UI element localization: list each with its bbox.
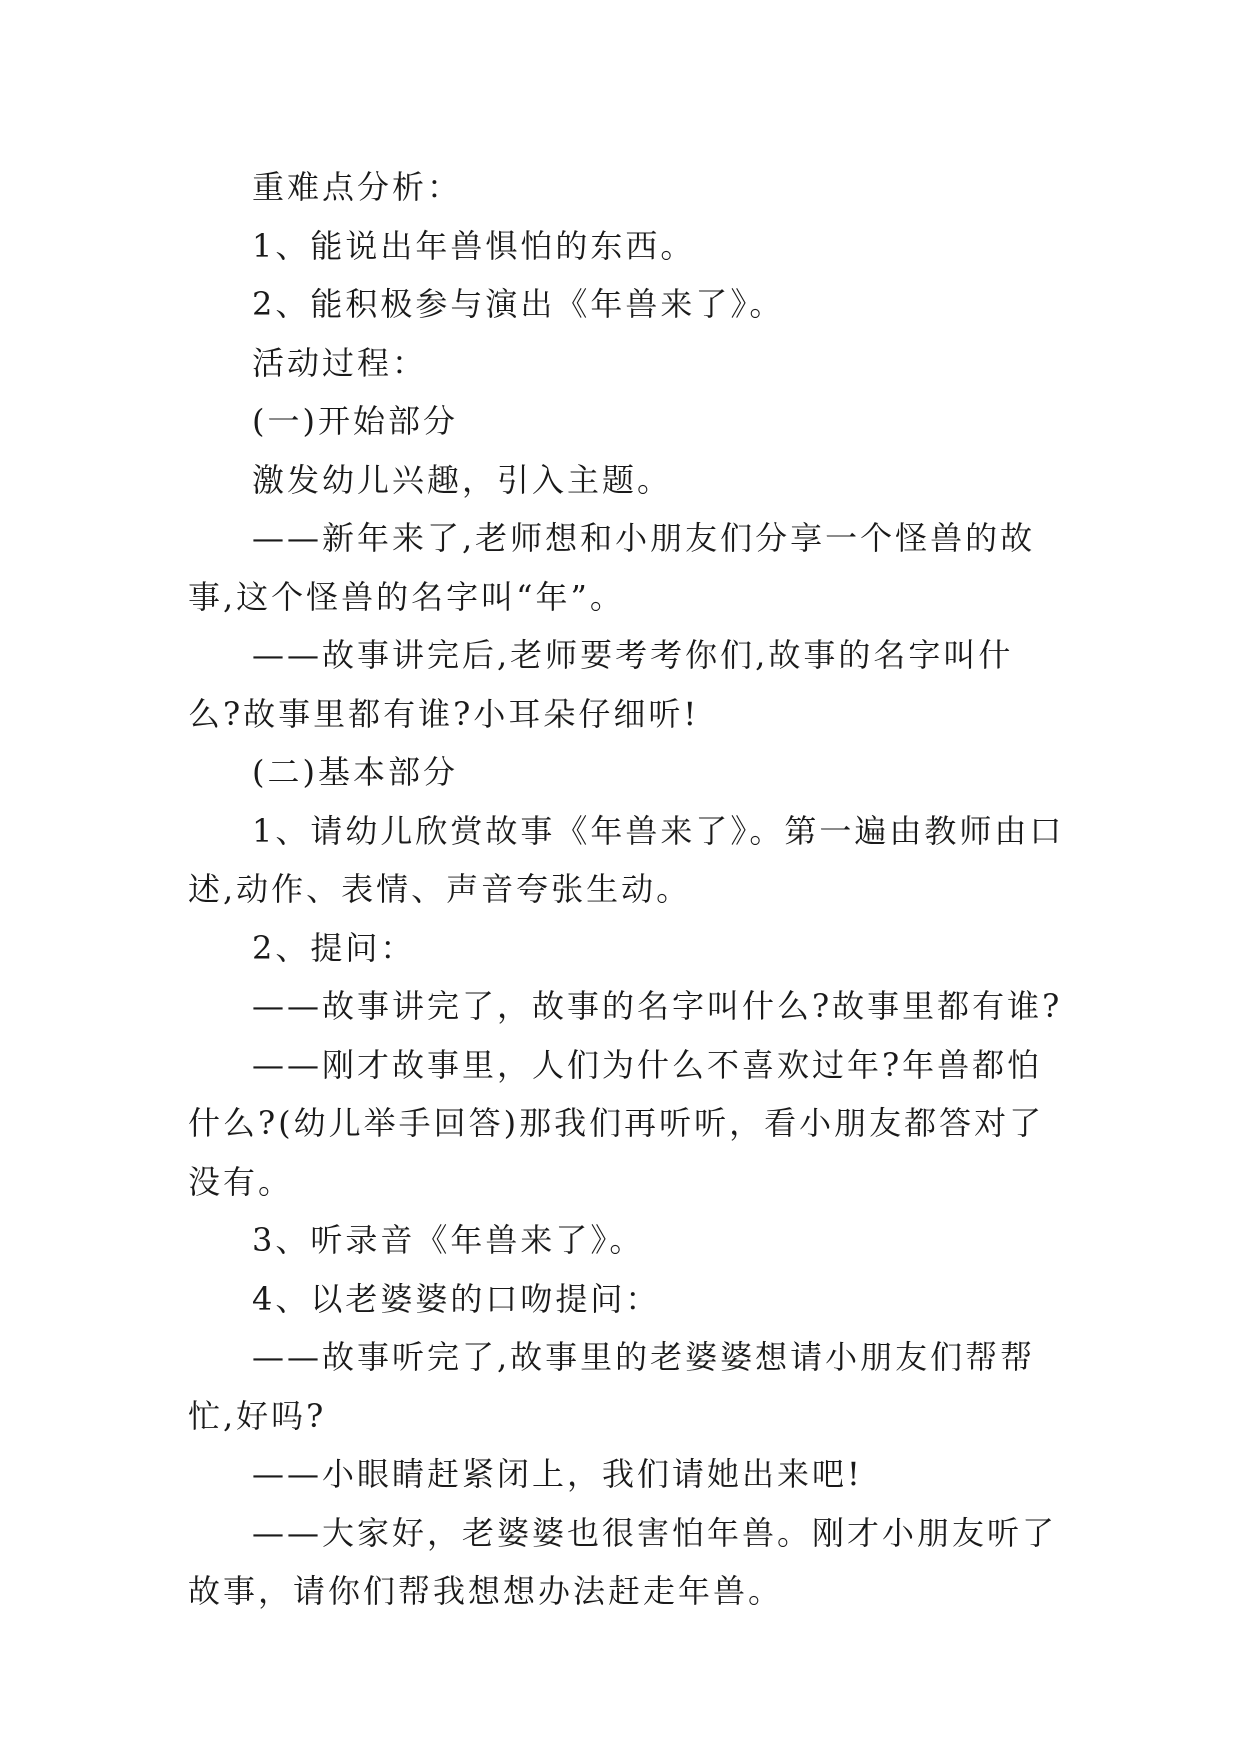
- dialogue-paragraph: ——故事讲完了，故事的名字叫什么?故事里都有谁?: [252, 987, 1063, 1025]
- dialogue-paragraph: ——故事听完了,故事里的老婆婆想请小朋友们帮帮忙,好吗?: [188, 1338, 1036, 1435]
- document-body: [188, 158, 1068, 1621]
- key-point-item: 1、能说出年兽惧怕的东西。: [252, 226, 696, 265]
- step-paragraph: 1、请幼儿欣赏故事《年兽来了》。第一遍由教师由口述,动作、表情、声音夸张生动。: [188, 811, 1065, 908]
- step-paragraph: 2、提问：: [252, 928, 416, 967]
- dialogue-paragraph: ——刚才故事里，人们为什么不喜欢过年?年兽都怕什么?(幼儿举手回答)那我们再听听，看小朋友都答对了没有。: [188, 1045, 1045, 1201]
- section-heading-activity-process: 活动过程：: [252, 343, 428, 382]
- section-heading-key-points: 重难点分析：: [252, 168, 463, 206]
- subsection-heading-basic: (二)基本部分: [252, 753, 458, 791]
- dialogue-paragraph: ——大家好，老婆婆也很害怕年兽。刚才小朋友听了故事，请你们帮我想想办法赶走年兽。: [188, 1513, 1058, 1610]
- step-paragraph: 3、听录音《年兽来了》。: [252, 1221, 645, 1259]
- step-paragraph: 4、以老婆婆的口吻提问：: [252, 1279, 661, 1318]
- subsection-heading-opening: (一)开始部分: [252, 402, 458, 440]
- key-point-item: 2、能积极参与演出《年兽来了》。: [252, 285, 785, 323]
- dialogue-paragraph: ——新年来了,老师想和小朋友们分享一个怪兽的故事,这个怪兽的名字叫“年”。: [188, 519, 1036, 616]
- dialogue-paragraph: ——小眼睛赶紧闭上，我们请她出来吧!: [252, 1455, 863, 1493]
- dialogue-paragraph: ——故事讲完后,老师要考考你们,故事的名字叫什么?故事里都有谁?小耳朵仔细听!: [188, 636, 1014, 733]
- body-paragraph: 激发幼儿兴趣，引入主题。: [252, 460, 673, 499]
